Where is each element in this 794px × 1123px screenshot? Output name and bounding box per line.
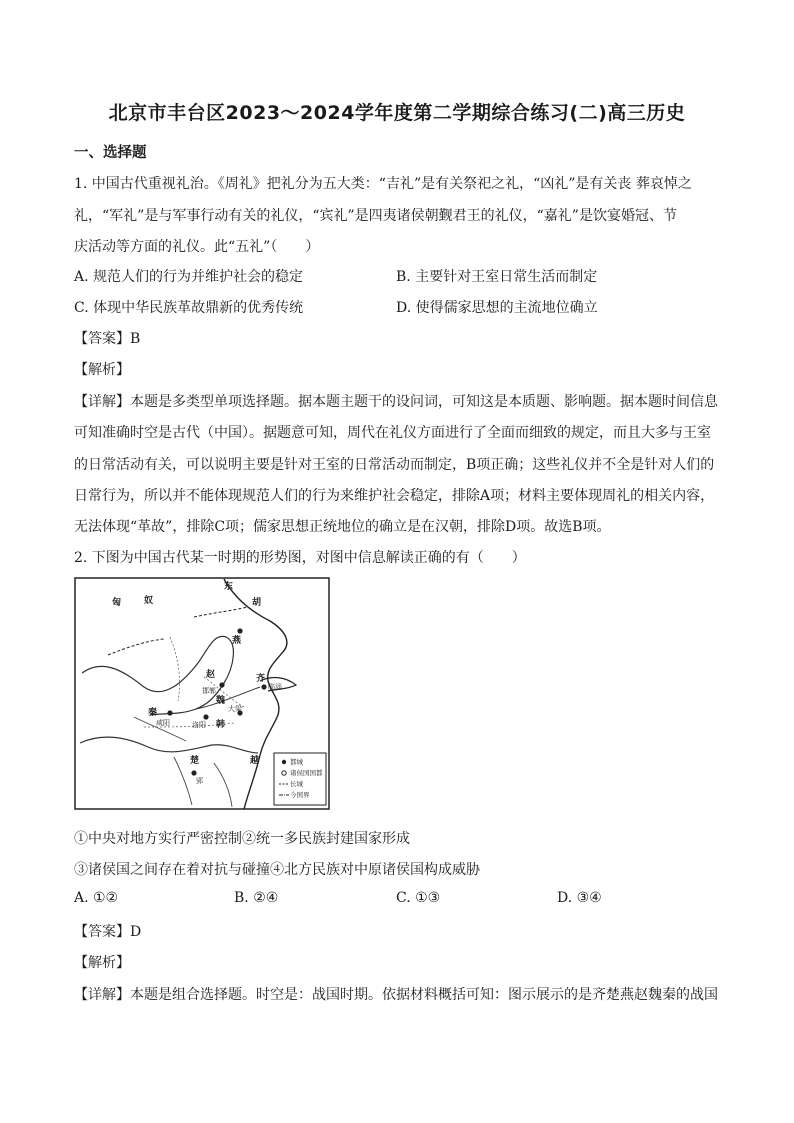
yan-dot xyxy=(237,628,242,633)
q1-option-c: C. 体现中华民族革故鼎新的优秀传统 xyxy=(74,300,304,316)
q1-detail-line-5: 无法体现“革故”，排除C项；儒家思想正统地位的确立是在汉朝，排除D项。故选B项。 xyxy=(74,519,611,535)
map-label-handan: 邯郸 xyxy=(202,687,216,695)
q1-detail-line-2: 可知准确时空是古代（中国）。据题意可知，周代在礼仪方面进行了全面而细致的规定，而且大多与王室 xyxy=(74,425,711,441)
q2-stem: 2. 下图为中国古代某一时期的形势图，对图中信息解读正确的有（ ） xyxy=(74,550,526,566)
map-label-zhao: 赵 xyxy=(206,670,216,680)
q2-analysis-label: 【解析】 xyxy=(74,955,130,971)
xianyang-dot xyxy=(167,710,172,715)
q1-stem-line-1: 1. 中国古代重视礼治。《周礼》把礼分为五大类：“吉礼”是有关祭祀之礼，“凶礼”是有关丧 葬哀悼之 xyxy=(74,176,692,192)
q1-detail-line-4: 日常行为，所以并不能体现规范人们的行为来维护社会稳定，排除A项；材料主要体现周礼的相关内容， xyxy=(74,488,715,504)
q1-detail-text-1: 本题是多类型单项选择题。据本题主题干的设问词，可知这是本质题、影响题。据本题时间信息 xyxy=(130,394,718,410)
q2-statement-1: ①中央对地方实行严密控制②统一多民族封建国家形成 xyxy=(74,831,410,847)
q1-detail-label: 【详解】 xyxy=(74,394,130,410)
q1-option-a: A. 规范人们的行为并维护社会的稳定 xyxy=(74,269,304,285)
q1-answer-value: B xyxy=(130,331,141,347)
map-label-daliang: 大梁 xyxy=(228,705,242,713)
legend-modern-border: 今国界 xyxy=(290,791,310,799)
q2-answer-value: D xyxy=(130,924,142,940)
map-label-xianyang: 咸阳 xyxy=(156,719,170,727)
map-label-hu: 胡 xyxy=(252,598,262,608)
map-svg xyxy=(74,577,330,810)
q1-stem-line-2: 礼，“军礼”是与军事行动有关的礼仪，“宾礼”是四夷诸侯朝觐君王的礼仪，“嘉礼”是饮宴婚冠、节 xyxy=(74,208,677,224)
linzi-dot xyxy=(261,684,266,689)
q1-detail-line-3: 的日常活动有关，可以说明主要是针对王室的日常活动而制定，B项正确；这些礼仪并不全是针对人们的 xyxy=(74,457,715,473)
map-label-yan: 燕 xyxy=(232,636,242,646)
q2-detail-label: 【详解】 xyxy=(74,987,130,1003)
q1-stem-line-3: 庆活动等方面的礼仪。此“五礼”（ ） xyxy=(74,239,320,255)
map-label-dong: 东 xyxy=(224,582,234,592)
q1-analysis-label: 【解析】 xyxy=(74,362,130,378)
q2-option-c: C. ①③ xyxy=(396,890,441,906)
q2-statement-2: ③诸侯国之间存在着对抗与碰撞④北方民族对中原诸侯国构成威胁 xyxy=(74,862,480,878)
section-heading: 一、选择题 xyxy=(74,145,147,161)
page-title: 北京市丰台区2023～2024学年度第二学期综合练习(二)高三历史 xyxy=(108,102,686,124)
map-label-linzi: 临淄 xyxy=(268,683,282,691)
handan-dot xyxy=(219,682,224,687)
map-label-han: 韩 xyxy=(216,720,226,730)
q2-detail-text: 本题是组合选择题。时空是：战国时期。依据材料概括可知：图示展示的是齐楚燕赵魏秦的战国 xyxy=(130,987,718,1003)
legend-state-capital: 诸侯国国都 xyxy=(290,769,323,777)
legend-great-wall: 长城 xyxy=(290,780,303,788)
legend-capital: 都城 xyxy=(290,758,303,766)
q2-option-b: B. ②④ xyxy=(234,890,279,906)
q1-detail-line-1 xyxy=(74,391,718,411)
q2-answer-label: 【答案】 xyxy=(74,924,130,940)
map-label-chu: 楚 xyxy=(190,756,200,766)
q2-answer xyxy=(74,921,141,941)
q2-detail-line-1 xyxy=(74,984,718,1004)
map-label-luoyang: 洛阳 xyxy=(192,721,206,729)
legend-capital-symbol xyxy=(282,760,286,764)
map-label-yue: 越 xyxy=(250,756,260,766)
q2-option-a: A. ①② xyxy=(74,890,119,906)
warring-states-map xyxy=(74,577,330,810)
map-label-qin: 秦 xyxy=(148,708,158,718)
q1-option-b: B. 主要针对王室日常生活而制定 xyxy=(396,269,598,285)
map-label-xiong: 匈 xyxy=(112,598,122,608)
luoyang-dot xyxy=(203,714,208,719)
ying-dot xyxy=(191,770,196,775)
map-label-wei: 魏 xyxy=(216,696,226,706)
q1-option-d: D. 使得儒家思想的主流地位确立 xyxy=(396,300,598,316)
map-label-nu: 奴 xyxy=(144,596,154,606)
q2-option-d: D. ③④ xyxy=(557,890,602,906)
map-label-ying: 郢 xyxy=(196,777,203,785)
q1-answer xyxy=(74,328,140,348)
map-label-qi: 齐 xyxy=(256,674,266,684)
q1-answer-label: 【答案】 xyxy=(74,331,130,347)
